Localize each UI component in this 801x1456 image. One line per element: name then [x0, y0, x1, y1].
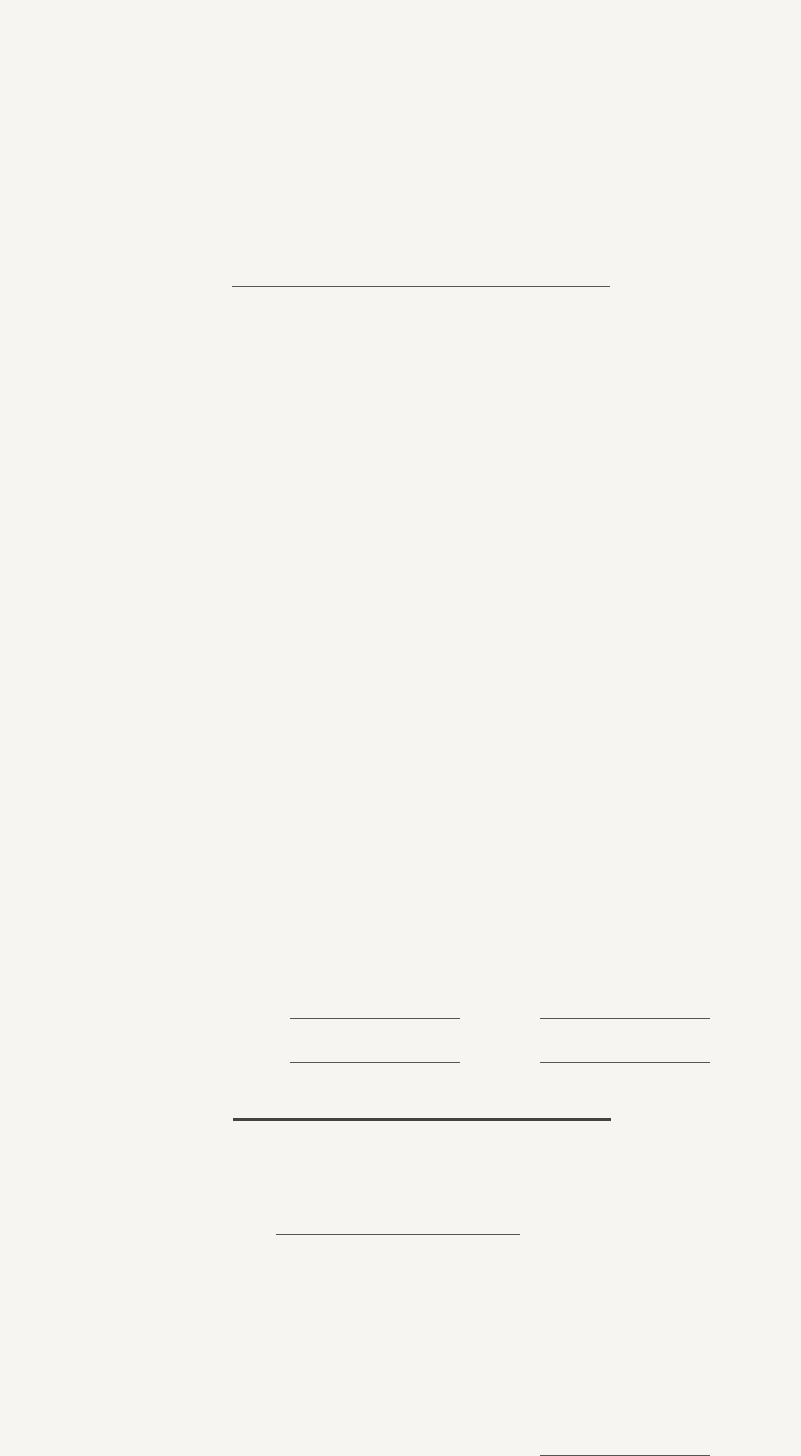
group2-bottom-rule — [540, 1062, 710, 1063]
group1-total-rule — [290, 1018, 460, 1019]
table-x-top-rule — [232, 286, 610, 287]
group1-bottom-rule — [290, 1062, 460, 1063]
table-xi-top-rule — [276, 1234, 520, 1235]
group2-total-rule — [540, 1018, 710, 1019]
section-divider — [233, 1118, 611, 1121]
